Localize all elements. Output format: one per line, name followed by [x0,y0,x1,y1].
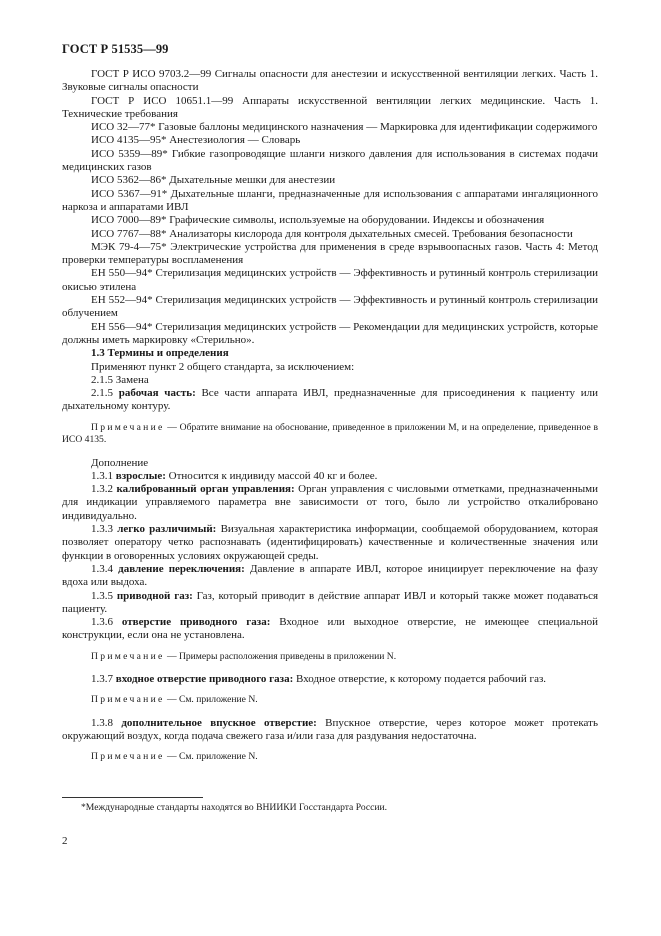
ref-item: ЕН 552—94* Стерилизация медицинских устройств — Эффективность и рутинный контроль стерилизации облучением [62,294,598,320]
ref-item: ГОСТ Р ИСО 9703.2—99 Сигналы опасности для анестезии и искусственной вентиляции легких. Часть 1. Звуковые сигналы опасности [62,68,598,94]
term-name: легко различимый: [117,523,217,536]
document-body [62,68,598,764]
ref-item: ИСО 7767—88* Анализаторы кислорода для контроля дыхательных смесей. Требования безопасности [91,227,573,240]
term-definition: Орган управления с числовыми отметками, предназначенными для индикации управляемого параметра вне зависимости от того, было ли устройство откалибровано индивидуально. [62,483,598,522]
document-header: ГОСТ Р 51535—99 [62,42,169,56]
term-number: 1.3.2 [91,483,113,496]
term-name: входное отверстие приводного газа: [115,673,294,686]
term-1-3-4 [62,563,598,590]
section-heading-text: 1.3 Термины и определения [91,347,229,360]
note-label: Примечание [91,751,165,763]
note-dash: — [164,694,179,706]
term-1-3-3 [62,523,598,563]
term-name: приводной газ: [116,589,193,602]
page-number: 2 [62,835,68,847]
term-1-3-1 [62,470,598,483]
note-label: Примечание [91,421,165,433]
term-definition: Давление в аппарате ИВЛ, которое инициирует переключение на фазу вдоха или выдоха. [62,562,599,589]
term-definition: Входное отверстие, к которому подается рабочий газ. [296,673,547,686]
ref-item: ГОСТ Р ИСО 10651.1—99 Аппараты искусственной вентиляции легких медицинские. Часть 1. Технические требования [62,94,598,120]
note-3 [62,694,598,706]
term-1-3-6 [62,616,598,643]
term-number: 2.1.5 [91,387,113,400]
term-1-3-5 [62,590,598,617]
term-number: 1.3.5 [91,589,113,602]
term-definition: Впускное отверстие, через которое может протекать окружающий воздух, когда подача свежего газа и/или газа для раздувания недостаточна. [62,716,598,743]
term-definition: Все части аппарата ИВЛ, предназначенные для присоединения к пациенту или дыхательному контуру. [62,387,599,413]
note-dash: — [164,421,180,433]
term-name: отверстие приводного газа: [121,616,271,629]
term-number: 1.3.7 [91,673,113,686]
note-2 [62,651,598,663]
ref-item: ИСО 5359—89* Гибкие газопроводящие шланги низкого давления для использования в системах подачи медицинских газов [62,147,598,174]
note-text: Примеры расположения приведены в приложении N. [178,650,397,662]
ref-item: ИСО 5362—86* Дыхательные мешки для анестезии [91,174,336,187]
term-number: 1.3.6 [91,616,113,629]
term-number: 1.3.1 [91,469,113,482]
ref-item: МЭК 79-4—75* Электрические устройства для применения в среде взрывоопасных газов. Часть 4: Метод проверки температуры воспламенения [62,240,598,267]
term-number: 1.3.4 [91,562,113,575]
term-name: дополнительное впускное отверстие: [121,716,317,729]
addition-label: Дополнение [91,456,149,469]
section-intro: Применяют пункт 2 общего стандарта, за исключением: [91,360,355,373]
term-1-3-7 [62,673,598,686]
note-text: См. приложение N. [178,694,258,706]
section-heading [62,347,598,360]
term-1-3-2 [62,483,598,523]
note-dash: — [164,650,179,662]
footnote: *Международные стандарты находятся во ВНИИКИ Госстандарта России. [81,802,388,813]
note-text: Обратите внимание на обоснование, приведенное в приложении М, и на определение, приведенное в ИСО 4135. [62,421,599,446]
term-definition: Визуальная характеристика информации, сообщаемой оборудованием, которая позволяет оператору четко распознавать (идентифицировать) качественные и количественные значения или функции в оговоренных условиях окружающей среды. [62,523,599,562]
term-definition: Относится к индивиду массой 40 кг и более. [168,469,378,482]
term-name: взрослые: [115,469,166,482]
term-name: давление переключения: [118,562,245,575]
note-4 [62,751,598,763]
term-definition: Газ, который приводит в действие аппарат ИВЛ и который также может подаваться пациенту. [62,589,599,615]
term-name: рабочая часть: [118,387,196,400]
ref-item: ИСО 32—77* Газовые баллоны медицинского назначения — Маркировка для идентификации содержимого [91,121,598,134]
ref-item: ЕН 556—94* Стерилизация медицинских устройств — Рекомендации для медицинских устройств, которые должны иметь маркировку «Стерильно». [62,320,598,346]
replace-label: 2.1.5 Замена [91,373,149,386]
term-number: 1.3.8 [91,716,113,729]
note-1 [62,422,598,447]
note-dash: — [164,751,179,763]
ref-item: ИСО 7000—89* Графические символы, используемые на оборудовании. Индексы и обозначения [91,214,545,227]
note-text: См. приложение N. [178,751,258,763]
ref-item: ИСО 4135—95* Анестезиология — Словарь [91,134,301,147]
term-number: 1.3.3 [91,523,113,536]
term-definition: Входное или выходное отверстие, не имеющее специальной конструкции, если она не установлена. [62,616,599,642]
footnote-rule [62,797,203,798]
ref-item: ЕН 550—94* Стерилизация медицинских устройств — Эффективность и рутинный контроль стерилизации окисью этилена [62,267,598,293]
note-label: Примечание [91,650,165,662]
ref-item: ИСО 5367—91* Дыхательные шланги, предназначенные для использования с аппаратами ингаляционного наркоза и аппаратами ИВЛ [62,187,598,213]
term-1-3-8 [62,717,598,744]
term-2-1-5 [62,387,598,414]
term-name: калиброванный орган управления: [116,483,295,496]
note-label: Примечание [91,694,165,706]
